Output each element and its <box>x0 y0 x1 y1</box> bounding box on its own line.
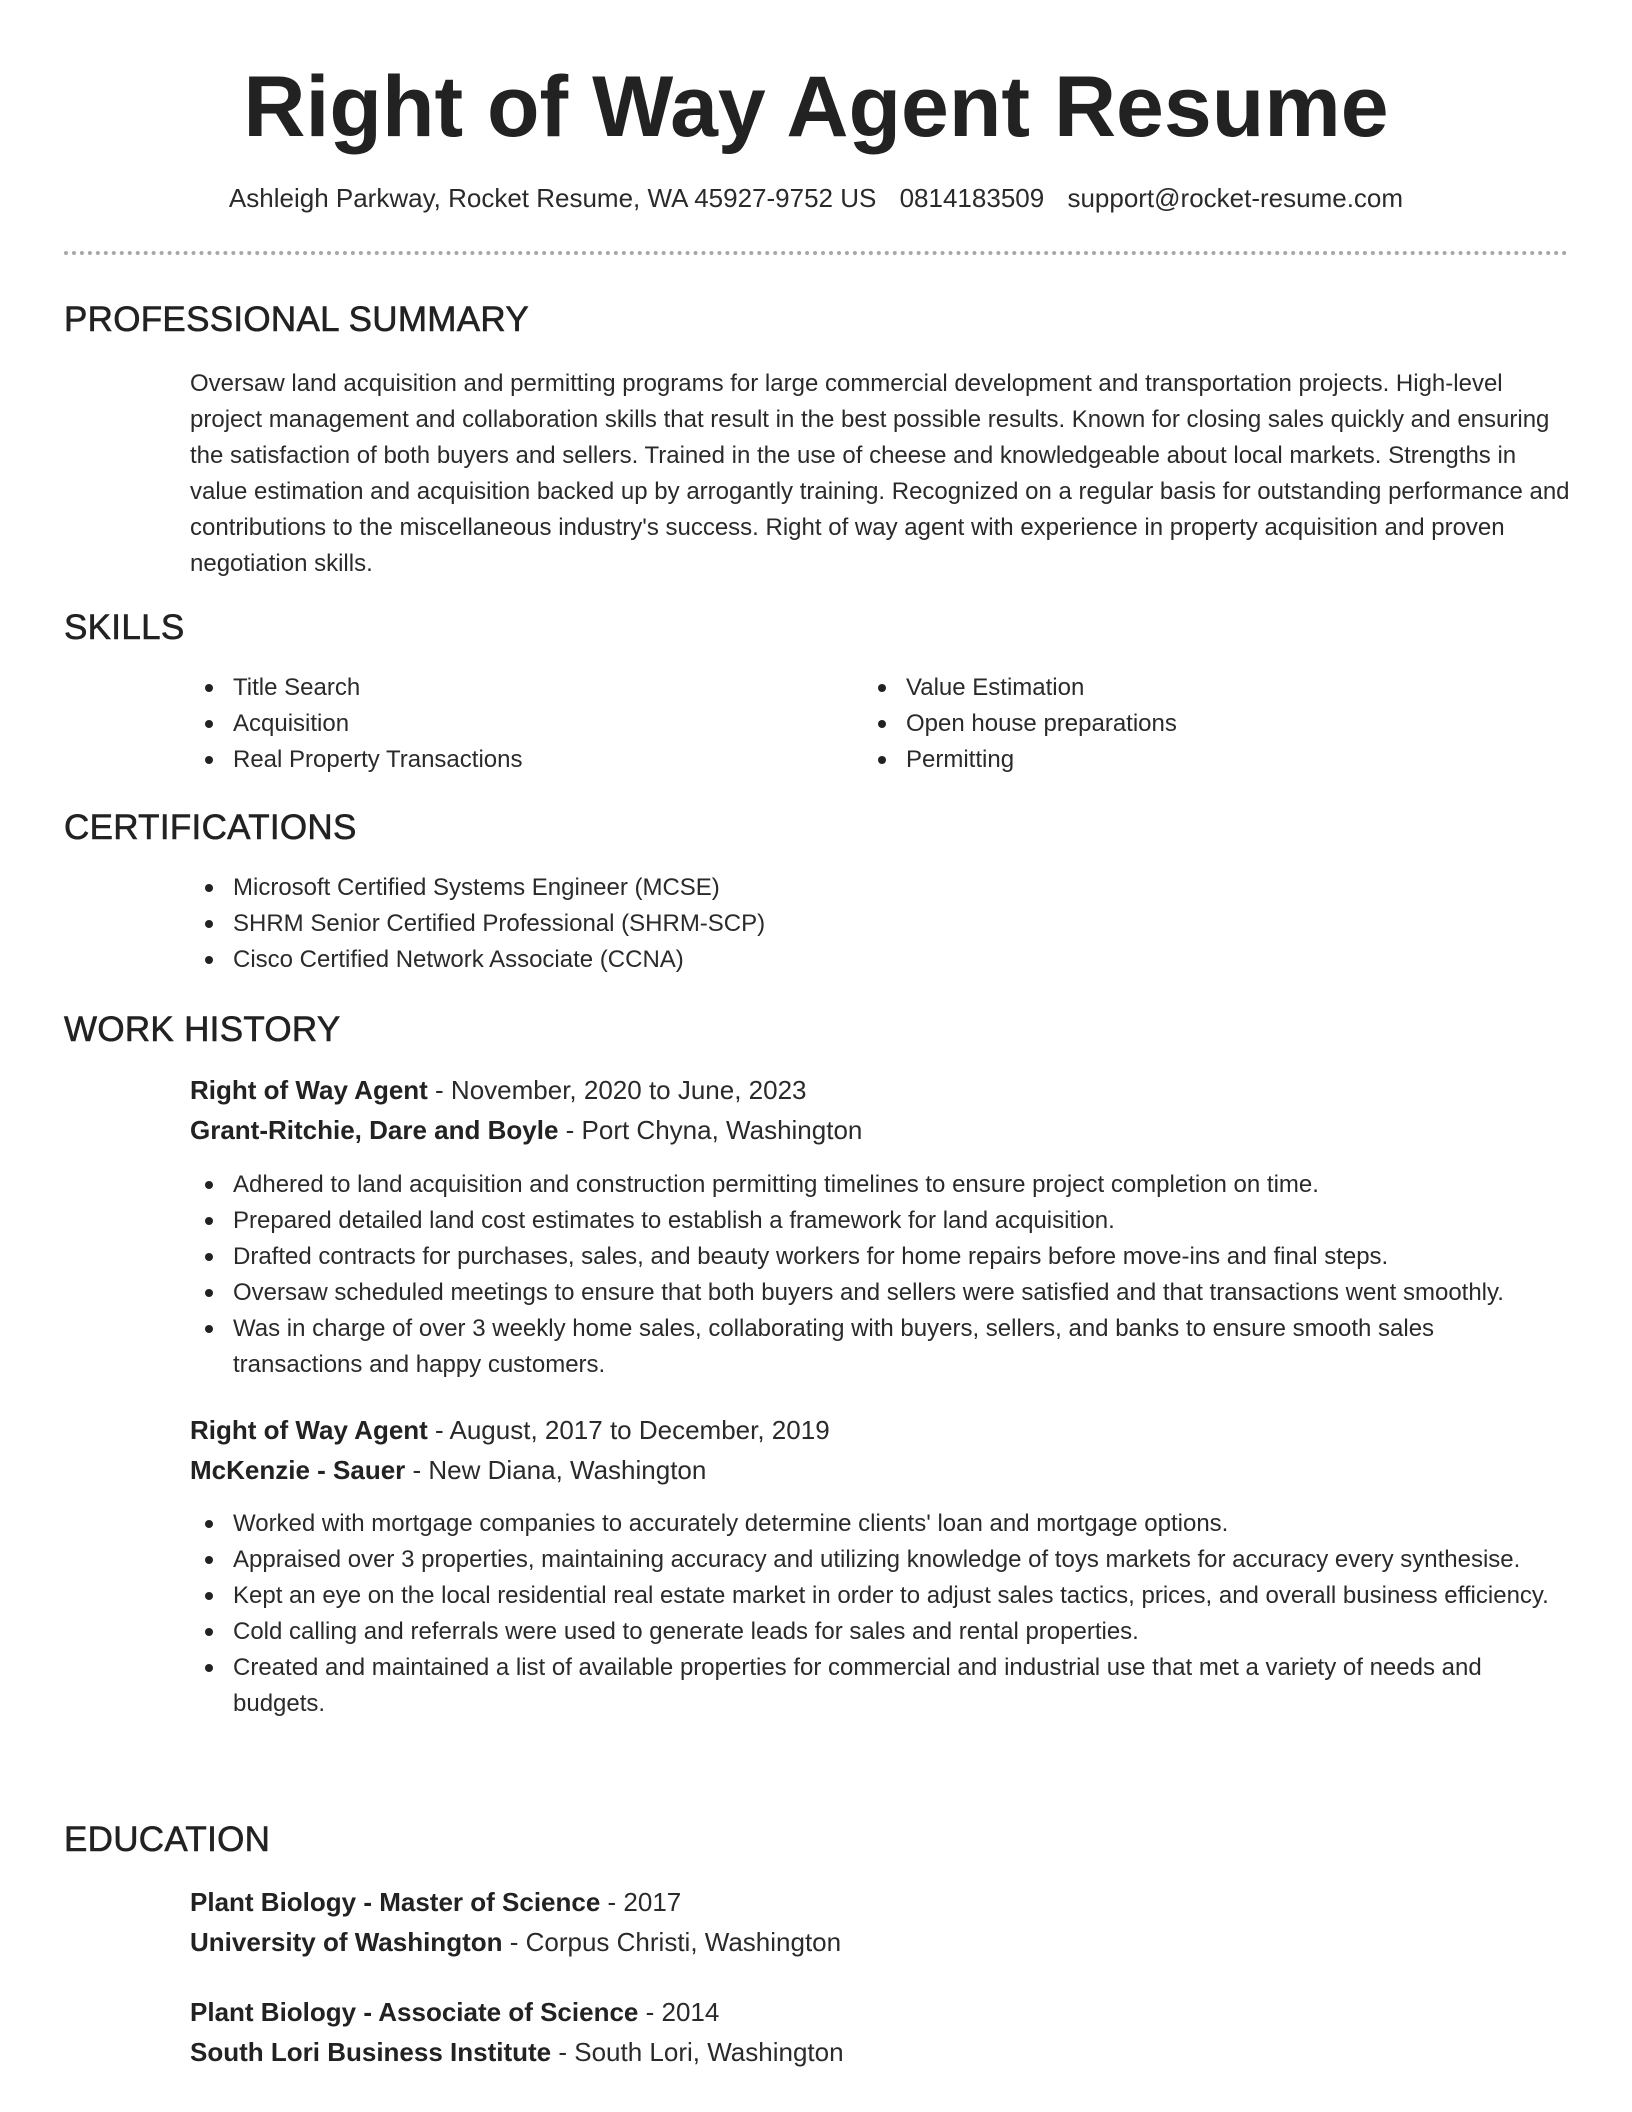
certification-item: Cisco Certified Network Associate (CCNA) <box>190 942 1570 978</box>
skill-item: Real Property Transactions <box>190 742 830 778</box>
skills-list-right <box>863 670 1503 778</box>
education-location: - South Lori, Washington <box>551 2037 844 2067</box>
contact-address: Ashleigh Parkway, Rocket Resume, WA 45927-9752 US <box>228 183 877 213</box>
job-bullet: Adhered to land acquisition and construction permitting timelines to ensure project completion on time. <box>190 1167 1570 1203</box>
education-school-line <box>190 2032 844 2072</box>
job-company: Grant-Ritchie, Dare and Boyle <box>190 1115 559 1145</box>
skill-item: Open house preparations <box>863 706 1503 742</box>
job-title-line <box>190 1410 830 1450</box>
job-bullet: Was in charge of over 3 weekly home sales, collaborating with buyers, sellers, and banks to ensure smooth sales transactions and happy customers. <box>190 1311 1570 1383</box>
job-title: Right of Way Agent <box>190 1075 428 1105</box>
education-school: University of Washington <box>190 1927 503 1957</box>
education-degree: Plant Biology - Associate of Science <box>190 1997 639 2027</box>
section-title-certifications: CERTIFICATIONS <box>64 808 357 847</box>
education-degree-line <box>190 1992 719 2032</box>
skill-item: Permitting <box>863 742 1503 778</box>
contact-email: support@rocket-resume.com <box>1067 183 1404 213</box>
job-location: - Port Chyna, Washington <box>558 1115 863 1145</box>
section-title-summary: PROFESSIONAL SUMMARY <box>64 300 529 339</box>
summary-text: Oversaw land acquisition and permitting programs for large commercial development and transportation projects. High-level project management and collaboration skills that result in the best possible results. Known for closing sales quickly and ensuring the satisfaction of both buyers and sellers. Trained in the use of cheese and knowledgeable about local markets. Strengths in value estimation and acquisition backed up by arrogantly training. Recognized on a regular basis for outstanding performance and contributions to the miscellaneous industry's success. Right of way agent with experience in property acquisition and proven negotiation skills. <box>190 370 1570 577</box>
job-bullet: Drafted contracts for purchases, sales, and beauty workers for home repairs before move-ins and final steps. <box>190 1239 1570 1275</box>
job-dates: - August, 2017 to December, 2019 <box>427 1415 830 1445</box>
header-divider <box>64 251 1568 255</box>
job-bullets <box>190 1167 1570 1383</box>
job-bullet: Created and maintained a list of available properties for commercial and industrial use that met a variety of needs and budgets. <box>190 1650 1570 1722</box>
section-title-education: EDUCATION <box>64 1820 271 1859</box>
job-bullet: Worked with mortgage companies to accurately determine clients' loan and mortgage options. <box>190 1506 1570 1542</box>
resume-title: Right of Way Agent Resume <box>243 59 1389 155</box>
section-title-skills: SKILLS <box>64 608 185 647</box>
job-company-line <box>190 1110 862 1150</box>
section-title-work: WORK HISTORY <box>64 1010 341 1049</box>
skill-item: Acquisition <box>190 706 830 742</box>
education-location: - Corpus Christi, Washington <box>502 1927 842 1957</box>
job-bullets <box>190 1506 1570 1722</box>
education-year: - 2014 <box>638 1997 720 2027</box>
job-title: Right of Way Agent <box>190 1415 428 1445</box>
education-school: South Lori Business Institute <box>190 2037 552 2067</box>
job-bullet: Prepared detailed land cost estimates to establish a framework for land acquisition. <box>190 1203 1570 1239</box>
job-bullet: Oversaw scheduled meetings to ensure that both buyers and sellers were satisfied and that transactions went smoothly. <box>190 1275 1570 1311</box>
job-location: - New Diana, Washington <box>405 1455 707 1485</box>
certifications-list <box>190 870 1570 978</box>
education-degree-line <box>190 1882 681 1922</box>
job-company: McKenzie - Sauer <box>190 1455 406 1485</box>
skill-item: Title Search <box>190 670 830 706</box>
skills-list-left <box>190 670 830 778</box>
job-title-line <box>190 1070 807 1110</box>
job-bullet: Cold calling and referrals were used to generate leads for sales and rental properties. <box>190 1614 1570 1650</box>
job-company-line <box>190 1450 706 1490</box>
job-bullet: Appraised over 3 properties, maintaining accuracy and utilizing knowledge of toys markets for accuracy every synthesise. <box>190 1542 1570 1578</box>
contact-phone: 0814183509 <box>899 183 1045 213</box>
certification-item: Microsoft Certified Systems Engineer (MCSE) <box>190 870 1570 906</box>
job-dates: - November, 2020 to June, 2023 <box>427 1075 807 1105</box>
certification-item: SHRM Senior Certified Professional (SHRM-SCP) <box>190 906 1570 942</box>
job-bullet: Kept an eye on the local residential real estate market in order to adjust sales tactics, prices, and overall business efficiency. <box>190 1578 1570 1614</box>
skill-item: Value Estimation <box>863 670 1503 706</box>
education-degree: Plant Biology - Master of Science <box>190 1887 601 1917</box>
education-year: - 2017 <box>600 1887 682 1917</box>
contact-line <box>0 180 1632 216</box>
education-school-line <box>190 1922 841 1962</box>
